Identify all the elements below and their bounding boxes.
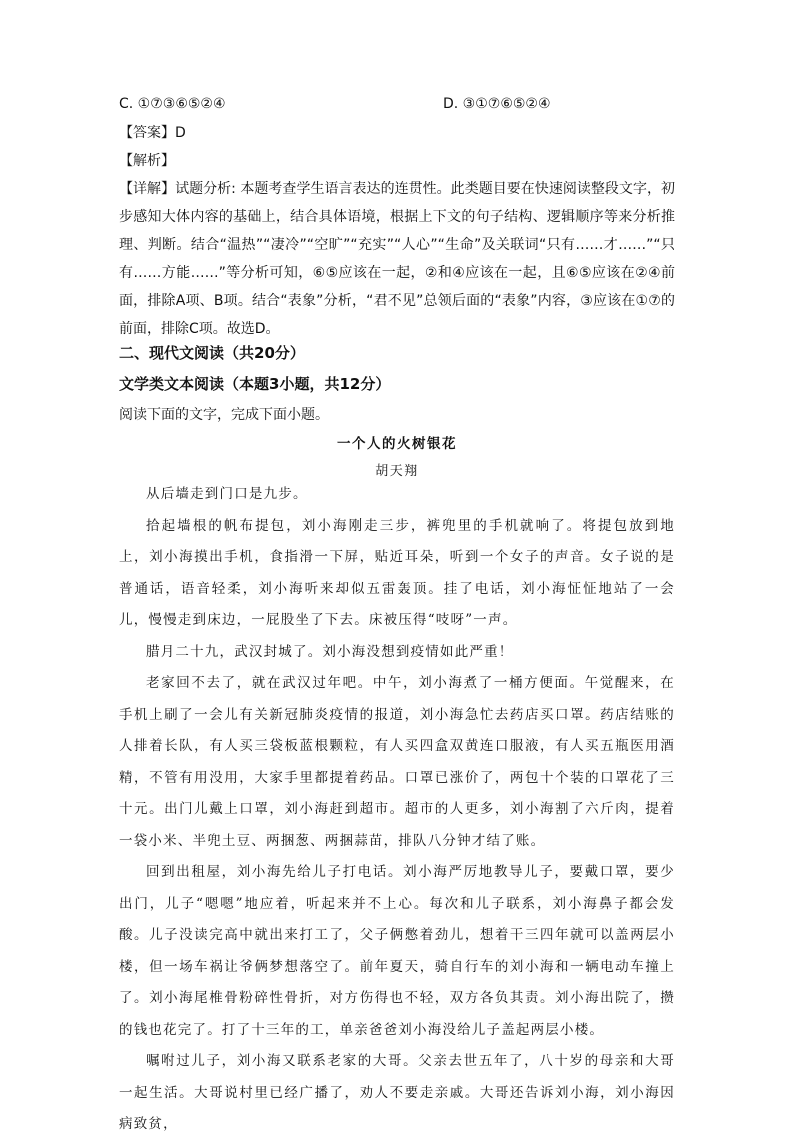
answer-label: 【答案】	[119, 125, 175, 141]
story-paragraph: 老家回不去了，就在武汉过年吧。中午，刘小海煮了一桶方便面。午觉醒来，在手机上刷了一会儿有关新冠肺炎疫情的报道，刘小海急忙去药店买口罩。药店结账的人排着长队，有人买三袋板蓝根颗粒，有人买四盒双黄连口服液，有人买五瓶医用酒精，不管有用没用，大家手里都提着药品。口罩已涨价了，两包十个装的口罩花了三十元。出门儿戴上口罩，刘小海赶到超市。超市的人更多，刘小海割了六斤肉，提着一袋小米、半兜土豆、两捆葱、两捆蒜苗，排队八分钟才结了账。	[119, 675, 675, 849]
option-c: C. ①⑦③⑥⑤②④	[119, 96, 226, 112]
instruction-text: 阅读下面的文字，完成下面小题。	[119, 407, 329, 423]
section-heading: 二、现代文阅读（共20分）	[119, 344, 305, 362]
section-subheading: 文学类文本阅读（本题3小题，共12分）	[119, 375, 391, 393]
story-paragraph: 回到出租屋，刘小海先给儿子打电话。刘小海严厉地教导儿子，要戴口罩，要少出门，儿子“嗯嗯”地应着，听起来并不上心。每次和儿子联系，刘小海鼻子都会发酸。儿子没读完高中就出来打工了，父子俩憋着劲儿，想着干三四年就可以盖两层小楼，但一场车祸让爷俩梦想落空了。前年夏天，骑自行车的刘小海和一辆电动车撞上了。刘小海尾椎骨粉碎性骨折，对方伤得也不轻，双方各负其责。刘小海出院了，攒的钱也花完了。打了十三年的工，单亲爸爸刘小海没给儿子盖起两层小楼。	[119, 864, 675, 1038]
option-d: D. ③①⑦⑥⑤②④	[443, 96, 551, 112]
answer-line	[119, 123, 186, 143]
story-paragraph: 腊月二十九，武汉封城了。刘小海没想到疫情如此严重！	[146, 643, 514, 660]
analysis-detail: 【详解】试题分析: 本题考查学生语言表达的连贯性。此类题目要在快速阅读整段文字，初步感知大体内容的基础上，结合具体语境，根据上下文的句子结构、逻辑顺序等来分析推理、判断。结合“温热”“凄冷”“空旷”“充实”“人心”“生命”及关联词“只有……才……”“只有……方能……”等分析可知，⑥⑤应该在一起，②和④应该在一起，且⑥⑤应该在②④前面，排除A项、B项。结合“表象”分析，“君不见”总领后面的“表象”内容，③应该在①⑦的前面，排除C项。故选D。	[119, 181, 675, 337]
story-paragraph: 从后墙走到门口是九步。	[146, 486, 308, 502]
story-author: 胡天翔	[375, 464, 419, 479]
story-body	[119, 479, 675, 1141]
story-title: 一个人的火树银花	[337, 436, 457, 452]
story-paragraph: 拾起墙根的帆布提包，刘小海刚走三步，裤兜里的手机就响了。将提包放到地上，刘小海摸出手机，食指滑一下屏，贴近耳朵，听到一个女子的声音。女子说的是普通话，语音轻柔，刘小海听来却似五雷轰顶。挂了电话，刘小海怔怔地站了一会儿，慢慢走到床边，一屁股坐了下去。床被压得“吱呀”一声。	[119, 517, 675, 628]
story-paragraph: 嘱咐过儿子，刘小海又联系老家的大哥。父亲去世五年了，八十岁的母亲和大哥一起生活。大哥说村里已经广播了，劝人不要走亲戚。大哥还告诉刘小海，刘小海因病致贫，	[119, 1053, 675, 1132]
answer-value: D	[175, 125, 186, 141]
analysis-label: 【解析】	[119, 153, 175, 169]
